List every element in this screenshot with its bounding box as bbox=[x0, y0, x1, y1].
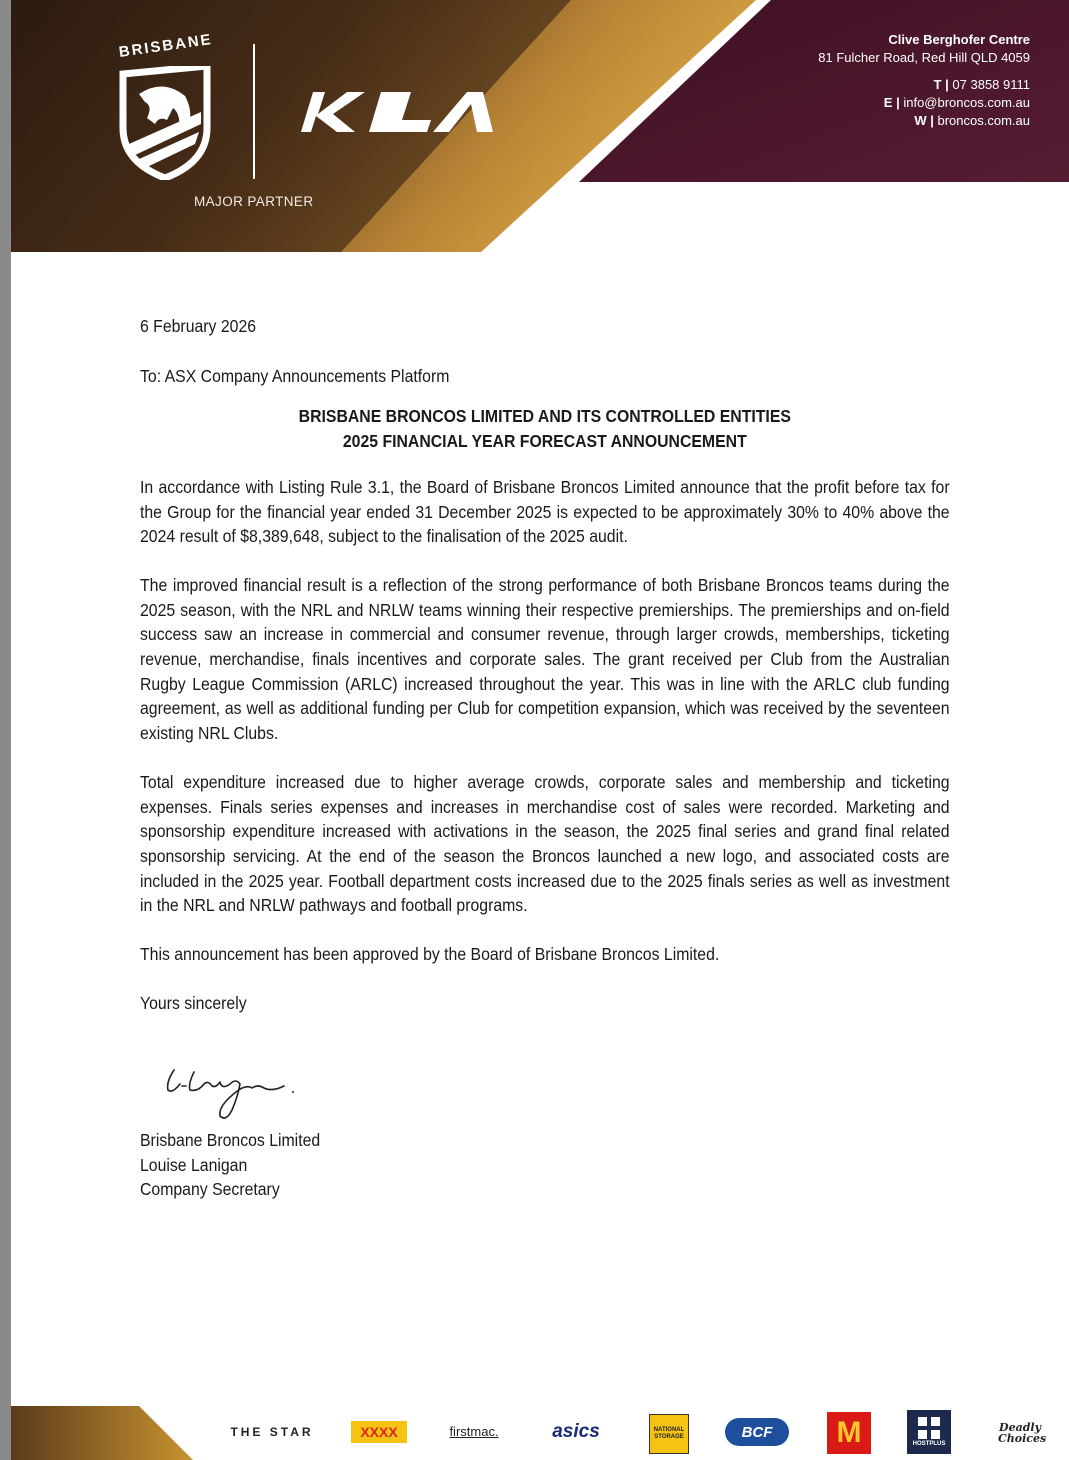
broncos-shield-icon bbox=[119, 66, 211, 180]
major-partner-label: MAJOR PARTNER bbox=[194, 194, 314, 209]
sponsor-deadly-choices: Deadly Choices bbox=[998, 1421, 1047, 1445]
signatory-company: Brisbane Broncos Limited bbox=[140, 1130, 321, 1150]
sponsor-mcdonalds: M bbox=[827, 1412, 871, 1454]
signatory-name: Louise Lanigan bbox=[140, 1154, 248, 1175]
web-line: W | broncos.com.au bbox=[914, 113, 1030, 128]
kia-logo-icon bbox=[299, 90, 495, 134]
sponsor-firstmac: firstmac. bbox=[449, 1423, 499, 1439]
contact-block bbox=[818, 31, 1030, 130]
sponsor-bcf: BCF bbox=[725, 1418, 789, 1446]
sponsor-footer bbox=[11, 1404, 1069, 1460]
sponsor-xxxx: XXXX bbox=[351, 1421, 407, 1443]
logo-divider bbox=[253, 44, 255, 179]
club-wordmark: BRISBANE bbox=[117, 30, 214, 61]
sponsor-national-storage: NATIONAL STORAGE bbox=[649, 1414, 689, 1454]
sponsor-hostplus: HOSTPLUS bbox=[907, 1410, 951, 1454]
sponsor-the-star: THE STAR bbox=[230, 1425, 314, 1439]
paragraph-revenue: The improved financial result is a reflection of the strong performance of both Brisbane Broncos teams during the 2025 season, with the NRL and NRLW teams winning their respective premierships. The premierships and on-field success saw an increase in commercial and consumer revenue, through larger crowds, memberships, ticketing revenue, merchandise, finals incentives and corporate sales. The grant received per Club from the Australian Rugby League Commission (ARLC) increased throughout the year. This was in line with the ARLC club funding agreement, as well as additional funding per Club for competition expansion, which was received by the seventeen existing NRL Clubs. bbox=[140, 574, 950, 744]
letter-closing: Yours sincerely bbox=[140, 992, 247, 1013]
hostplus-icon bbox=[918, 1417, 940, 1439]
announcement-heading bbox=[140, 404, 950, 453]
letter-recipient: To: ASX Company Announcements Platform bbox=[140, 365, 450, 386]
phone-number: 07 3858 9111 bbox=[952, 77, 1030, 92]
email-line: E | info@broncos.com.au bbox=[883, 95, 1030, 110]
venue-address: 81 Fulcher Road, Red Hill QLD 4059 bbox=[818, 50, 1030, 65]
paragraph-forecast: In accordance with Listing Rule 3.1, the Board of Brisbane Broncos Limited announce that the profit before tax for the Group for the financial year ended 31 December 2025 is expected to be approximately 30% to 40% above the 2024 result of $8,389,648, subject to the finalisation of the 2025 audit. bbox=[140, 476, 950, 547]
approval-statement: This announcement has been approved by the Board of Brisbane Broncos Limited. bbox=[140, 944, 720, 965]
signatory-block bbox=[140, 1128, 320, 1202]
letter-body bbox=[140, 314, 950, 1015]
signatory-title: Company Secretary bbox=[140, 1179, 280, 1200]
paragraph-expenditure: Total expenditure increased due to higher average crowds, corporate sales and membership and ticketing expenses. Finals series expenses and increases in merchandise cost of sales were recorded. Marketing and sponsorship expenditure increased with activations in the season, the 2025 final series and grand final related sponsorship servicing. At the end of the season the Broncos launched a new logo, and associated costs are included in the 2025 year. Football department costs increased due to the 2025 finals series as well as investment in the NRL and NRLW pathways and football programs. bbox=[140, 771, 950, 916]
web-link[interactable]: broncos.com.au bbox=[937, 113, 1030, 128]
sponsor-asics: asics bbox=[552, 1421, 600, 1442]
heading-line-1: BRISBANE BRONCOS LIMITED AND ITS CONTROLLED ENTITIES bbox=[298, 406, 791, 427]
heading-line-2: 2025 FINANCIAL YEAR FORECAST ANNOUNCEMENT bbox=[342, 431, 747, 452]
phone-line: T | 07 3858 9111 bbox=[933, 77, 1030, 92]
email-link[interactable]: info@broncos.com.au bbox=[903, 95, 1030, 110]
handwritten-signature bbox=[160, 1062, 310, 1124]
page-edge-strip bbox=[0, 0, 11, 1460]
letterhead-banner bbox=[11, 0, 1069, 252]
letter-date: 6 February 2026 bbox=[140, 316, 257, 336]
venue-name: Clive Berghofer Centre bbox=[888, 32, 1030, 47]
